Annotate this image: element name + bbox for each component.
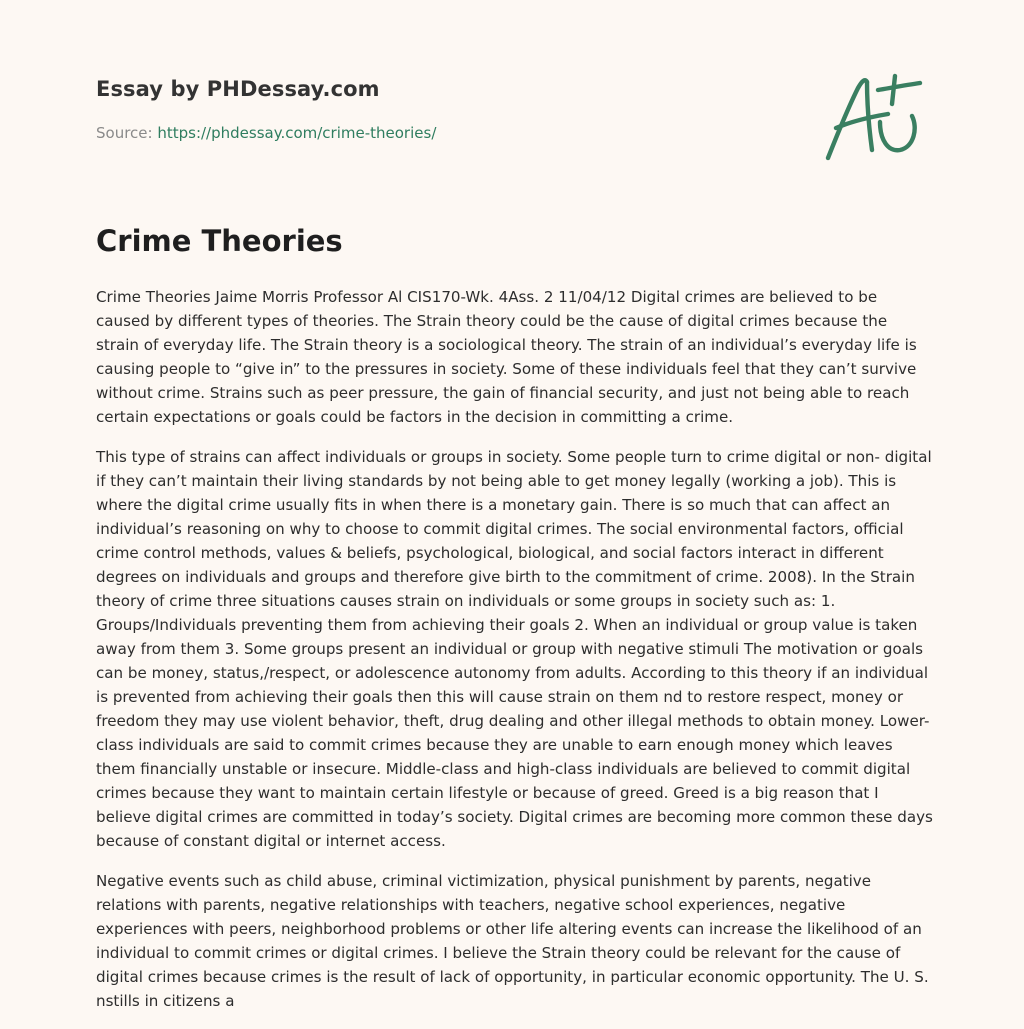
source-line <box>96 124 436 142</box>
essay-page <box>96 0 936 1010</box>
essay-paragraph: This type of strains can affect individuals or groups in society. Some people turn to crime digital or non- digital if they can’t maintain their living standards by not being able to get money legally (working a job). This is where the digital crime usually fits in when there is a monetary gain. There is so much that can affect an individual’s reasoning on why to choose to commit digital crimes. The social environmental factors, official crime control methods, values & beliefs, psychological, biological, and social factors interact in different degrees on individuals and groups and therefore give birth to the commitment of crime. 2008). In the Strain theory of crime three situations causes strain on individuals or some groups in society such as: 1. Groups/Individuals preventing them from achieving their goals 2. When an individual or group value is taken away from them 3. Some groups present an individual or group with negative stimuli The motivation or goals can be money, status,/respect, or adolescence autonomy from adults. According to this theory if an individual is prevented from achieving their goals then this will cause strain on them nd to restore respect, money or freedom they may use violent behavior, theft, drug dealing and other illegal methods to obtain money. Lower-class individuals are said to commit crimes because they are unable to earn enough money which leaves them financially unstable or insecure. Middle-class and high-class individuals are believed to commit digital crimes because they want to maintain certain lifestyle or because of greed. Greed is a big reason that I believe digital crimes are committed in today’s society. Digital crimes are becoming more common these days because of constant digital or internet access. <box>96 448 933 850</box>
source-link[interactable]: https://phdessay.com/crime-theories/ <box>157 124 437 142</box>
a-plus-grade-icon <box>822 66 926 168</box>
essay-paragraph: Negative events such as child abuse, criminal victimization, physical punishment by parents, negative relations with parents, negative relationships with teachers, negative school experiences, negative experiences with peers, neighborhood problems or other life altering events can increase the likelihood of an individual to commit crimes or digital crimes. I believe the Strain theory could be relevant for the cause of digital crimes because crimes is the result of lack of opportunity, in particular economic opportunity. The U. S. nstills in citizens a <box>96 872 929 1010</box>
essay-body <box>96 285 934 1029</box>
essay-title: Crime Theories <box>96 224 343 258</box>
site-brand: Essay by PHDessay.com <box>96 77 380 101</box>
essay-paragraph: Crime Theories Jaime Morris Professor Al CIS170-Wk. 4Ass. 2 11/04/12 Digital crimes are believed to be caused by different types of theories. The Strain theory could be the cause of digital crimes because the strain of everyday life. The Strain theory is a sociological theory. The strain of an individual’s everyday life is causing people to “give in” to the pressures in society. Some of these individuals feel that they can’t survive without crime. Strains such as peer pressure, the gain of financial security, and just not being able to reach certain expectations or goals could be factors in the decision in committing a crime. <box>96 288 917 426</box>
source-label: Source: <box>96 124 158 142</box>
page-header <box>96 0 936 196</box>
